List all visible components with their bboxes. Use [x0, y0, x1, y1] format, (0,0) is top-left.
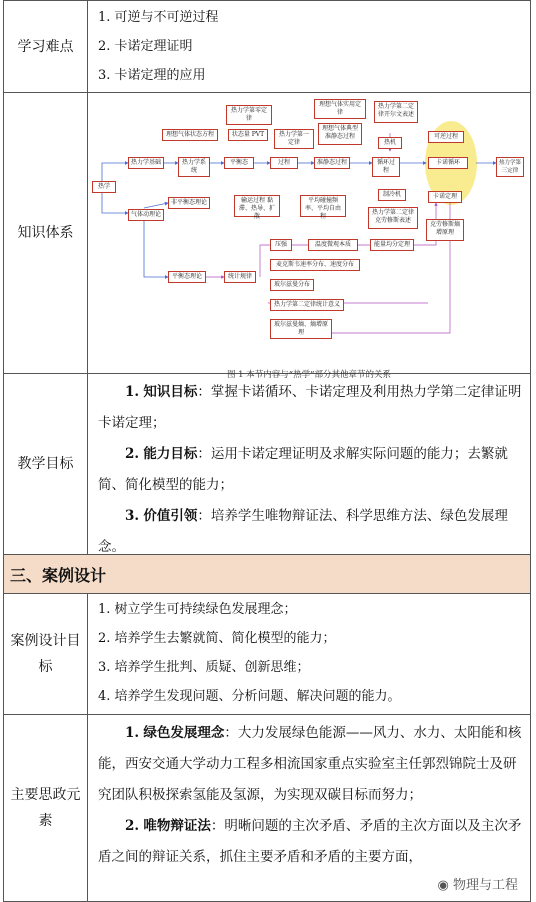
node-ideal-quasistatic: 理想气体典型准静态过程 — [318, 123, 362, 145]
node-thermology: 热学 — [92, 181, 116, 193]
ideology-dialectics: 2. 唯物辩证法：明晰问题的主次矛盾、矛盾的主次方面以及主次矛盾之间的辩证关系，抓住主要矛盾和矛盾的主要方面， — [98, 818, 522, 865]
wechat-icon: ◉ — [437, 878, 449, 893]
knowledge-label: 知识体系 — [4, 93, 88, 373]
node-ideal-gas-law: 理想气体实用定律 — [314, 99, 366, 119]
knowledge-diagram — [88, 93, 530, 381]
node-heat-engine: 热机 — [378, 137, 402, 149]
node-equilibrium: 平衡态 — [224, 157, 254, 169]
node-pressure: 压强 — [270, 239, 292, 251]
goals-label: 教学目标 — [4, 374, 88, 554]
ideology-label: 主要思政元素 — [4, 715, 88, 901]
node-equipartition: 能量均分定理 — [370, 239, 414, 251]
node-maxwell: 麦克斯韦速率分布、速度分布 — [270, 259, 360, 271]
node-refrigerator: 制冷机 — [378, 189, 406, 201]
node-state-pvt: 状态量 PVT — [228, 129, 268, 141]
node-temperature: 温度微观本质 — [308, 239, 358, 251]
row-knowledge — [3, 93, 531, 380]
node-equilibrium-theory: 平衡态理论 — [168, 271, 206, 283]
node-third-law: 热力学第三定律 — [496, 157, 524, 177]
node-kinetic-theory: 气体动理论 — [128, 209, 164, 221]
node-reversible: 可逆过程 — [428, 131, 464, 143]
node-ideal-gas-eq: 理想气体状态方程 — [162, 129, 218, 141]
node-first-law: 热力学第一定律 — [274, 129, 314, 149]
node-zeroth-law: 热力学第零定律 — [226, 105, 272, 125]
node-transport: 输运过程 黏滞、热导、扩散 — [234, 195, 280, 217]
list-item: 2. 培养学生去繁就简、简化模型的能力； — [98, 631, 336, 646]
list-item: 3. 卡诺定理的应用 — [98, 68, 206, 83]
list-item: 1. 树立学生可持续绿色发展理念； — [98, 602, 297, 617]
list-item: 4. 培养学生发现问题、分析问题、解决问题的能力。 — [98, 689, 401, 704]
node-carnot-cycle: 卡诺循环 — [428, 157, 468, 169]
section-case-design: 三、案例设计 — [3, 555, 531, 594]
node-quasistatic: 准静态过程 — [314, 157, 350, 169]
node-collision: 平均碰撞频率、平均自由程 — [300, 195, 346, 217]
page — [3, 0, 531, 902]
node-carnot-theorem: 卡诺定理 — [428, 191, 462, 203]
watermark — [438, 874, 519, 893]
node-thermo-basics: 热力学基础 — [128, 157, 164, 169]
list-item: 2. 卡诺定理证明 — [98, 39, 193, 54]
watermark-text: 物理与工程 — [452, 878, 518, 893]
difficulty-list — [98, 3, 520, 90]
goal-values: 3. 价值引领：培养学生唯物辩证法、科学思维方法、绿色发展理念。 — [98, 508, 508, 555]
goal-knowledge: 1. 知识目标：掌握卡诺循环、卡诺定理及利用热力学第二定律证明卡诺定理； — [98, 384, 522, 431]
node-boltzmann-entropy: 玻尔兹曼熵、熵增原理 — [270, 319, 332, 339]
row-case-goals — [3, 594, 531, 715]
difficulty-label: 学习难点 — [4, 1, 88, 92]
node-nonequilibrium: 非平衡态理论 — [168, 197, 210, 209]
case-goals-list — [98, 595, 520, 711]
node-statistics: 统计规律 — [224, 271, 256, 283]
node-kelvin: 热力学第二定律开尔文表述 — [374, 101, 418, 123]
list-item: 3. 培养学生批判、质疑、创新思维； — [98, 660, 310, 675]
node-clausius: 热力学第二定律克劳修斯表述 — [368, 207, 418, 229]
node-entropy-principle: 克劳修斯熵增原理 — [426, 219, 464, 241]
node-second-law-stat: 热力学第二定律统计意义 — [270, 299, 344, 311]
node-cycle: 循环过程 — [372, 157, 400, 177]
goal-ability: 2. 能力目标：运用卡诺定理证明及求解实际问题的能力；去繁就简、简化模型的能力； — [98, 446, 508, 493]
ideology-green: 1. 绿色发展理念：大力发展绿色能源——风力、水力、太阳能和核能，西安交通大学动力工程多相流国家重点实验室主任郭烈锦院士及研究团队积极探索氢能及氢源，为实现双碳目标而努力； — [98, 725, 522, 803]
row-goals — [3, 374, 531, 555]
node-thermo-system: 热力学系统 — [178, 157, 210, 177]
case-goals-label: 案例设计目标 — [4, 594, 88, 714]
row-ideology — [3, 715, 531, 902]
figure-caption: 图 1 本节内容与“热学”部分其他章节的关系 — [226, 370, 391, 380]
row-difficulty — [3, 0, 531, 93]
node-process: 过程 — [270, 157, 298, 169]
node-boltzmann-dist: 玻尔兹曼分布 — [270, 279, 314, 291]
list-item: 1. 可逆与不可逆过程 — [98, 10, 219, 25]
